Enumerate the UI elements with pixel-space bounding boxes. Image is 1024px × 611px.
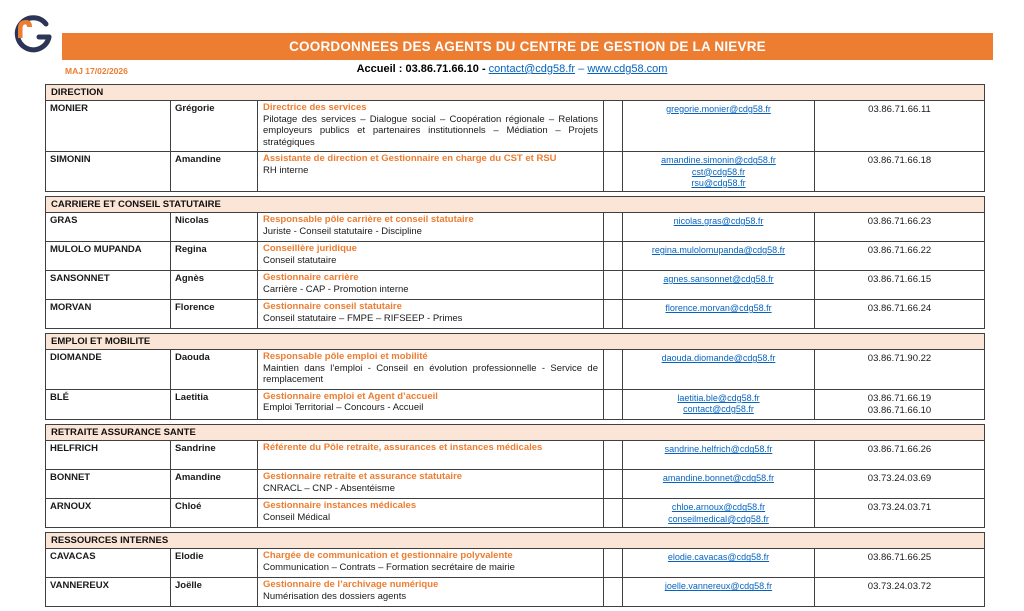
spacer-cell [604,271,623,299]
first-name: Elodie [171,549,258,577]
email-cell [623,101,815,151]
email-cell [623,390,815,420]
last-name: VANNEREUX [46,578,171,606]
email-link[interactable]: chloe.arnoux@cdg58.fr [671,502,766,513]
phone-cell [815,499,984,527]
last-name: ARNOUX [46,499,171,527]
role-cell [258,441,604,469]
role-description: CNRACL – CNP - Absentéisme [263,483,395,495]
page-title-text: COORDONNEES DES AGENTS DU CENTRE DE GESTION DE LA NIEVRE [289,39,766,54]
role-title: Gestionnaire carrière [263,272,359,284]
table-row [46,299,984,328]
first-name: Grégorie [171,101,258,151]
phone-cell [815,213,984,241]
last-name: MONIER [46,101,171,151]
email-link[interactable]: amandine.simonin@cdg58.fr [661,155,776,166]
phone-cell [815,242,984,270]
last-name: CAVACAS [46,549,171,577]
table-row [46,389,984,420]
reception-phone-label: Accueil : 03.86.71.66.10 - [356,63,486,75]
email-cell [623,549,815,577]
first-name: Amandine [171,152,258,191]
email-cell [623,441,815,469]
contacts-table [45,84,985,611]
table-row [46,270,984,299]
email-link[interactable]: amandine.bonnet@cdg58.fr [662,473,775,484]
cdg58-logo-icon [10,12,56,58]
email-link[interactable]: cst@cdg58.fr [691,166,746,177]
phone-number: 03.86.71.66.22 [867,245,932,257]
role-cell [258,152,604,191]
role-cell [258,271,604,299]
role-cell [258,242,604,270]
table-section [45,196,985,329]
role-description: Communication – Contrats – Formation secrétaire de mairie [263,562,515,574]
role-cell [258,101,604,151]
table-row [46,241,984,270]
phone-number: 03.86.71.66.19 [867,392,932,404]
separator-dash: – [578,63,585,75]
email-link[interactable]: sandrine.helfrich@cdg58.fr [664,444,773,455]
role-description: Pilotage des services – Dialogue social – Coopération régionale – Relations employeurs publics et partenaires institutionnels – Médiation – Projets stratégiques [263,113,598,148]
section-header: RESSOURCES INTERNES [46,533,984,549]
role-cell [258,549,604,577]
first-name: Sandrine [171,441,258,469]
role-title: Gestionnaire instances médicales [263,500,417,512]
role-description: RH interne [263,164,309,176]
first-name: Florence [171,300,258,328]
email-cell [623,242,815,270]
spacer-cell [604,441,623,469]
first-name: Daouda [171,350,258,389]
phone-cell [815,578,984,606]
email-cell [623,213,815,241]
spacer-cell [604,101,623,151]
role-title: Référente du Pôle retraite, assurances et instances médicales [263,442,543,454]
role-title: Directrice des services [263,102,367,113]
role-cell [258,470,604,498]
spacer-cell [604,242,623,270]
last-name: SIMONIN [46,152,171,191]
email-cell [623,350,815,389]
role-description: Carrière - CAP - Promotion interne [263,283,409,295]
table-row [46,441,984,469]
section-rows [46,350,984,419]
phone-number: 03.86.71.66.10 [867,405,932,417]
first-name: Chloé [171,499,258,527]
first-name: Regina [171,242,258,270]
role-title: Gestionnaire retraite et assurance statutaire [263,471,463,483]
last-name: HELFRICH [46,441,171,469]
email-link[interactable]: rsu@cdg58.fr [691,177,746,188]
reception-contact-line [0,63,1024,75]
last-name: GRAS [46,213,171,241]
phone-cell [815,300,984,328]
role-description: Emploi Territorial – Concours - Accueil [263,402,424,414]
spacer-cell [604,390,623,420]
spacer-cell [604,470,623,498]
email-link[interactable]: regina.mulolomupanda@cdg58.fr [651,245,786,256]
contact-email-link[interactable]: contact@cdg58.fr [488,63,576,75]
table-row [46,350,984,389]
section-header: EMPLOI ET MOBILITE [46,334,984,350]
phone-cell [815,350,984,389]
first-name: Amandine [171,470,258,498]
spacer-cell [604,213,623,241]
email-cell [623,470,815,498]
role-cell [258,300,604,328]
email-link[interactable]: daouda.diomande@cdg58.fr [661,353,776,364]
email-link[interactable]: contact@cdg58.fr [683,404,754,415]
phone-cell [815,152,984,191]
phone-cell [815,549,984,577]
email-link[interactable]: laetitia.ble@cdg58.fr [677,392,760,403]
email-link[interactable]: florence.morvan@cdg58.fr [665,303,772,314]
subheader [0,62,1024,82]
section-header: RETRAITE ASSURANCE SANTE [46,425,984,441]
email-link[interactable]: joelle.vannereux@cdg58.fr [664,581,773,592]
last-name: BONNET [46,470,171,498]
email-cell [623,300,815,328]
phone-number: 03.86.71.66.15 [867,274,932,286]
last-name: SANSONNET [46,271,171,299]
phone-cell [815,470,984,498]
email-link[interactable]: elodie.cavacas@cdg58.fr [667,552,770,563]
table-row [46,498,984,527]
last-name: MORVAN [46,300,171,328]
phone-cell [815,101,984,151]
role-cell [258,350,604,389]
role-title: Gestionnaire conseil statutaire [263,301,402,313]
table-section [45,424,985,528]
section-rows [46,101,984,191]
phone-number: 03.73.24.03.72 [867,581,932,593]
email-cell [623,271,815,299]
role-description: Numérisation des dossiers agents [263,591,407,603]
last-updated-label: MAJ 17/02/2026 [65,66,128,76]
phone-number: 03.86.71.66.25 [867,552,932,564]
section-rows [46,213,984,328]
role-title: Assistante de direction et Gestionnaire en charge du CST et RSU [263,153,557,165]
spacer-cell [604,578,623,606]
phone-number: 03.73.24.03.71 [867,502,932,514]
first-name: Laetitia [171,390,258,420]
website-link[interactable]: www.cdg58.com [587,63,668,75]
last-name: DIOMANDE [46,350,171,389]
spacer-cell [604,499,623,527]
table-row [46,101,984,151]
role-cell [258,578,604,606]
spacer-cell [604,300,623,328]
role-description: Conseil statutaire [263,254,337,266]
table-row [46,151,984,191]
role-title: Gestionnaire emploi et Agent d’accueil [263,390,438,402]
email-link[interactable]: conseilmedical@cdg58.fr [668,513,769,524]
table-section [45,333,985,420]
role-description: Conseil statutaire – FMPE – RIFSEEP - Primes [263,312,463,324]
spacer-cell [604,350,623,389]
last-name: MULOLO MUPANDA [46,242,171,270]
table-row [46,213,984,241]
section-rows [46,549,984,606]
table-row [46,469,984,498]
phone-number: 03.73.24.03.69 [867,473,932,485]
phone-number: 03.86.71.66.26 [867,444,932,456]
role-title: Responsable pôle emploi et mobilité [263,351,428,363]
email-cell [623,499,815,527]
last-name: BLÉ [46,390,171,420]
phone-cell [815,390,984,420]
section-header: DIRECTION [46,85,984,101]
role-cell [258,213,604,241]
page-title [62,33,993,60]
email-cell [623,152,815,191]
phone-number: 03.86.71.66.23 [867,216,932,228]
role-title: Gestionnaire de l’archivage numérique [263,579,439,591]
role-cell [258,499,604,527]
role-description: Juriste - Conseil statutaire - Discipline [263,225,422,237]
spacer-cell [604,152,623,191]
table-section [45,532,985,607]
table-row [46,549,984,577]
role-title: Responsable pôle carrière et conseil statutaire [263,214,474,226]
phone-cell [815,441,984,469]
phone-number: 03.86.71.90.22 [867,353,932,365]
first-name: Agnès [171,271,258,299]
first-name: Nicolas [171,213,258,241]
first-name: Joëlle [171,578,258,606]
table-row [46,577,984,606]
email-cell [623,578,815,606]
phone-number: 03.86.71.66.18 [867,155,932,167]
role-cell [258,390,604,420]
spacer-cell [604,549,623,577]
role-description: Conseil Médical [263,512,331,524]
email-link[interactable]: nicolas.gras@cdg58.fr [673,216,764,227]
phone-number: 03.86.71.66.24 [867,303,932,315]
section-rows [46,441,984,527]
email-link[interactable]: agnes.sansonnet@cdg58.fr [663,274,774,285]
phone-cell [815,271,984,299]
role-description: Maintien dans l’emploi - Conseil en évolution professionnelle - Service de remplacement [263,362,598,386]
role-title: Chargée de communication et gestionnaire polyvalente [263,550,513,562]
phone-number: 03.86.71.66.11 [868,104,931,115]
table-section [45,84,985,192]
section-header: CARRIERE ET CONSEIL STATUTAIRE [46,197,984,213]
email-link[interactable]: gregorie.monier@cdg58.fr [666,104,771,114]
cdg58-logo [10,12,56,58]
role-title: Conseillère juridique [263,243,357,255]
